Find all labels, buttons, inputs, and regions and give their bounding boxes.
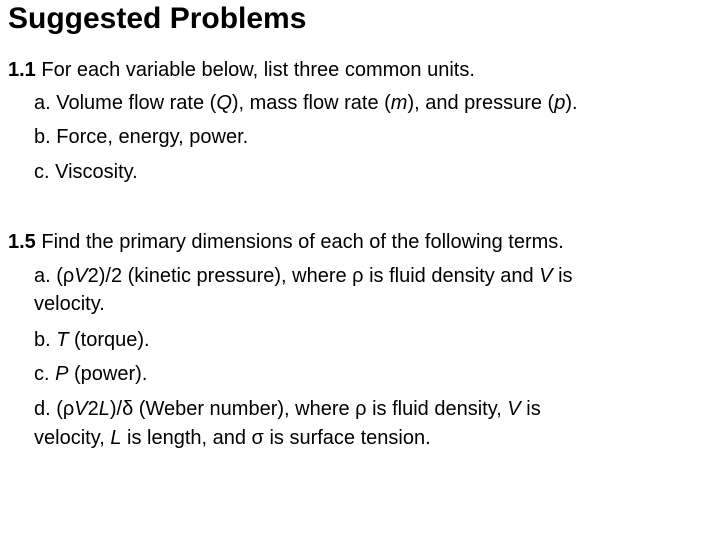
problem-prompt-text: For each variable below, list three common units. (35, 59, 475, 81)
problem-1-5-item-b (34, 328, 150, 352)
item-letter: a. (34, 92, 51, 114)
problem-1-5-prompt (8, 230, 564, 254)
item-text: (power). (68, 363, 148, 385)
problem-1-1-item-c: c. Viscosity. (34, 161, 138, 183)
problem-1-5-item-c (34, 362, 147, 386)
item-text: a. (ρ (34, 265, 75, 287)
variable-symbol: V (539, 265, 553, 287)
item-text: 2 (87, 398, 99, 420)
problem-prompt-text: Find the primary dimensions of each of the following terms. (35, 231, 564, 253)
variable-symbol: V (74, 265, 88, 287)
item-text: 2)/2 (kinetic pressure), where ρ is fluid density and (87, 265, 540, 287)
slide-title: Suggested Problems (8, 2, 307, 35)
variable-symbol: Q (216, 92, 232, 114)
variable-symbol: L (98, 398, 110, 420)
variable-symbol: T (56, 329, 69, 351)
variable-symbol: L (110, 427, 122, 449)
problem-number: 1.1 (8, 59, 36, 81)
variable-symbol: p (554, 92, 566, 114)
item-text: )/δ (Weber number), where ρ is fluid density, (109, 398, 508, 420)
item-text: (torque). (68, 329, 150, 351)
item-text: is length, and σ is surface tension. (121, 427, 431, 449)
problem-1-1-item-b: b. Force, energy, power. (34, 126, 249, 148)
item-text: is (520, 398, 541, 420)
item-text: Volume flow rate ( (50, 92, 217, 114)
item-text: c. (34, 363, 56, 385)
variable-symbol: P (55, 363, 69, 385)
item-text: velocity, (34, 427, 111, 449)
problem-1-5-item-a-continued: velocity. (34, 293, 105, 315)
variable-symbol: V (74, 398, 88, 420)
problem-1-5-item-d (34, 397, 541, 421)
problem-1-1-item-a (34, 91, 578, 115)
problem-1-5-item-d-continued (34, 426, 431, 450)
variable-symbol: V (507, 398, 521, 420)
problem-number: 1.5 (8, 231, 36, 253)
problem-1-5-item-a (34, 264, 573, 288)
item-text: is (552, 265, 573, 287)
item-text: ), mass flow rate ( (231, 92, 391, 114)
item-text: ), and pressure ( (407, 92, 555, 114)
item-text: ). (565, 92, 578, 114)
item-text: d. (ρ (34, 398, 75, 420)
item-text: b. (34, 329, 57, 351)
problem-1-1-prompt (8, 58, 475, 82)
variable-symbol: m (390, 92, 408, 114)
